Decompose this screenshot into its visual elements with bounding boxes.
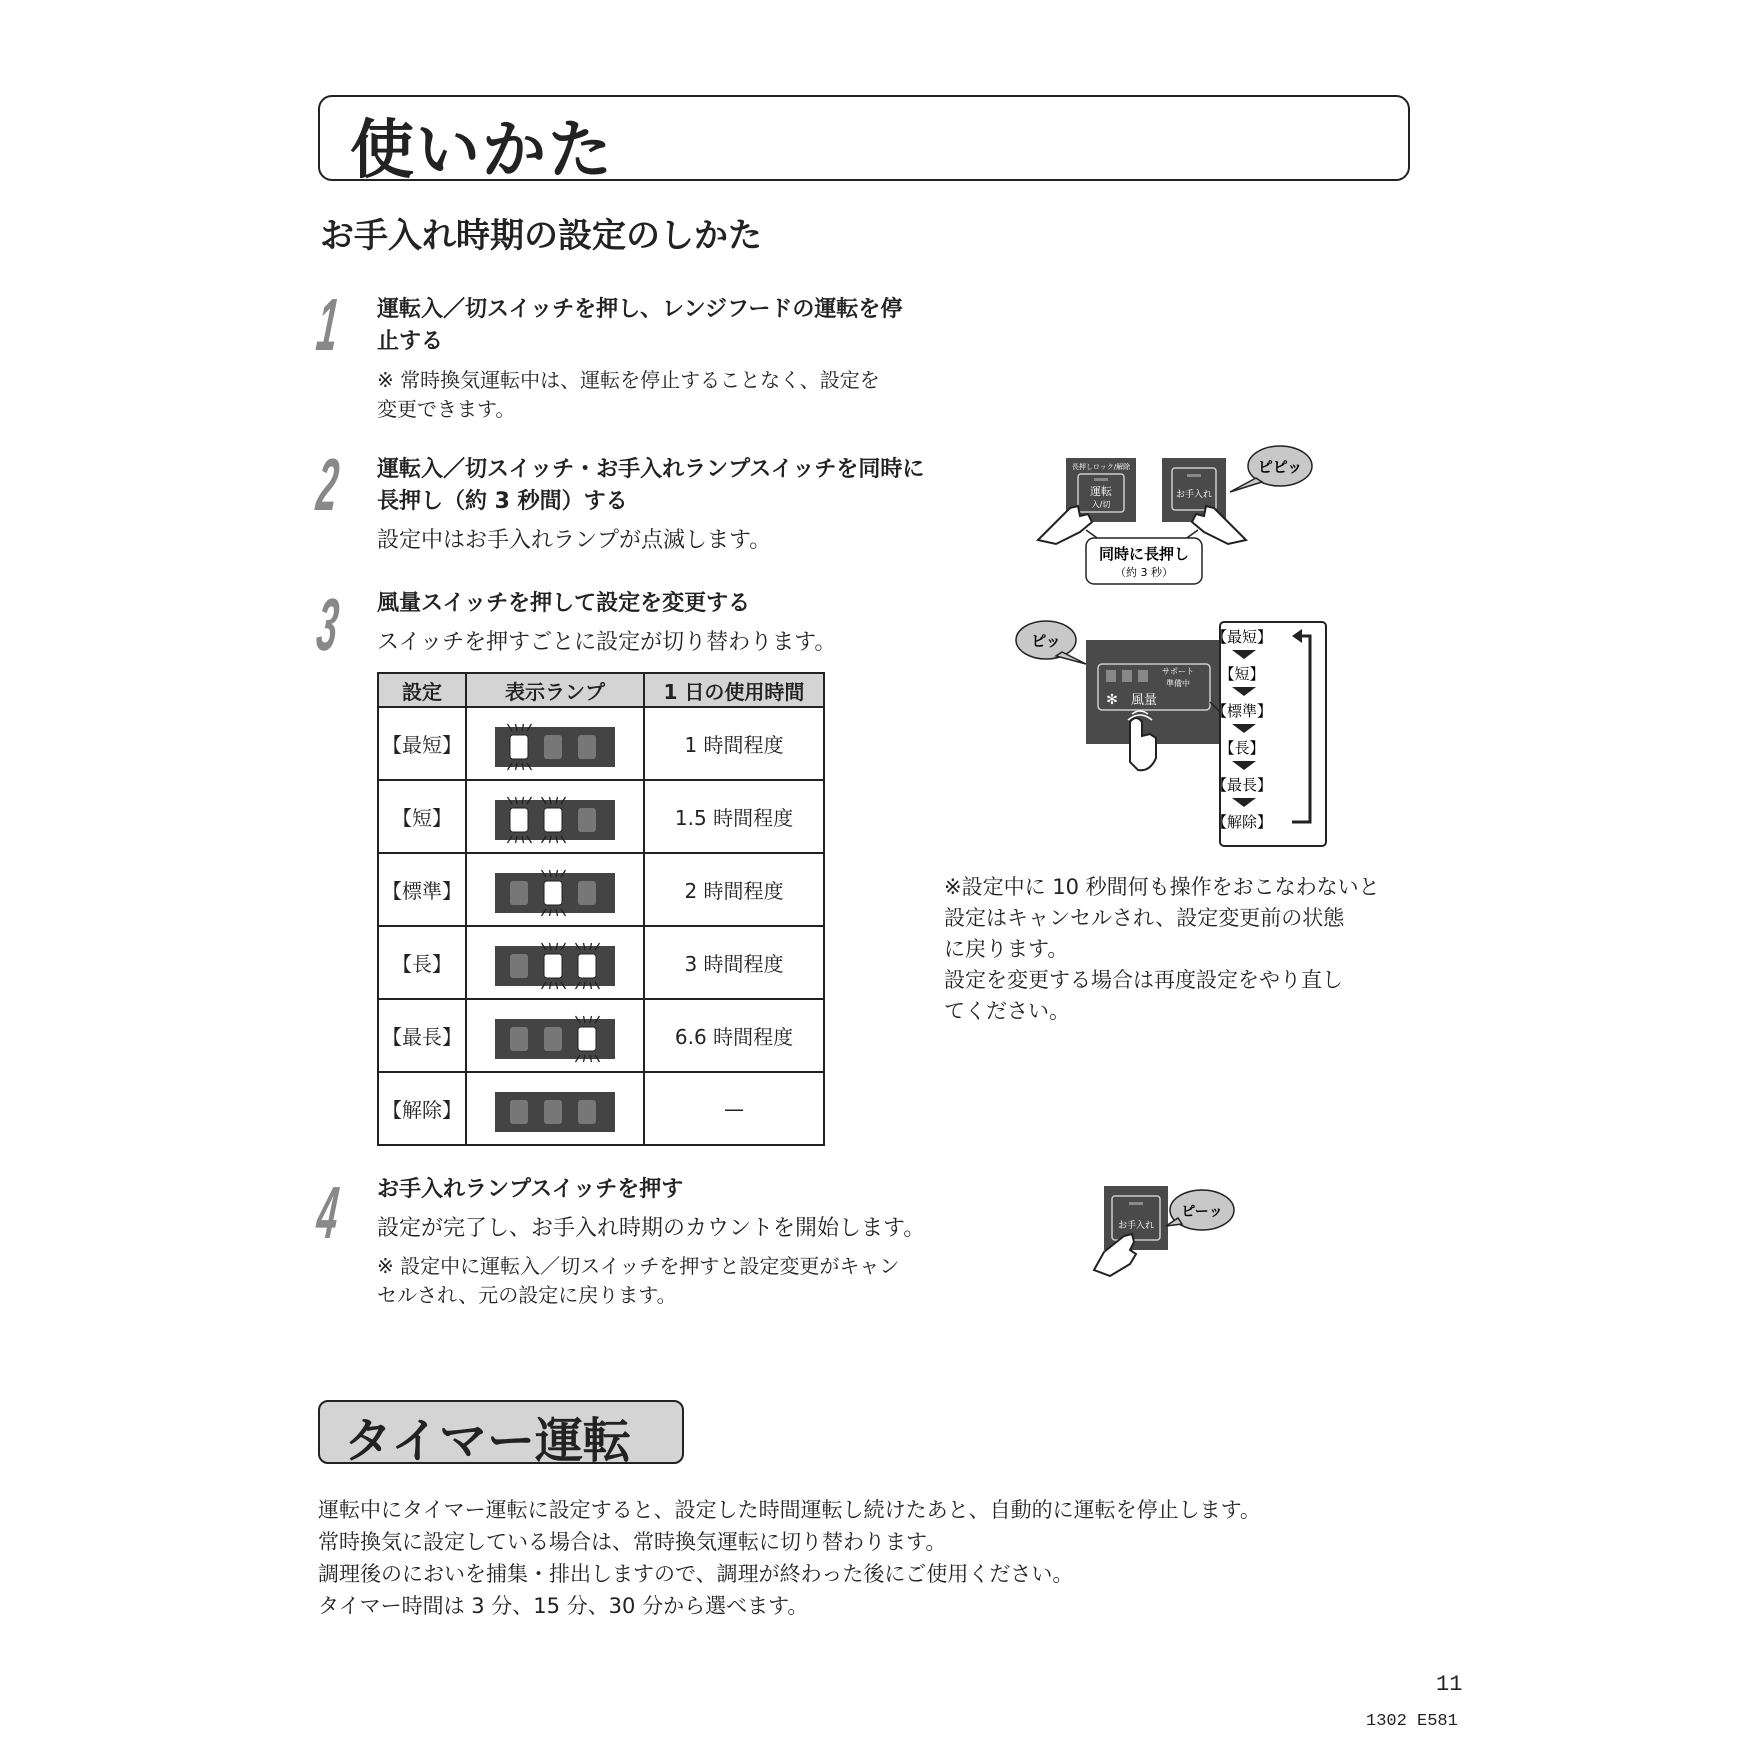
- lamp-off: [510, 954, 528, 978]
- lamp-off: [544, 1100, 562, 1124]
- cycle-item: 【最短】: [1211, 628, 1273, 646]
- page-title-box: [318, 95, 1410, 188]
- lamp-on: [510, 735, 528, 759]
- setting-cell: 【長】: [378, 926, 466, 999]
- step-1-title-line2: 止する: [377, 329, 444, 354]
- step-4-note: [377, 1252, 977, 1310]
- setting-cell: 【標準】: [378, 853, 466, 926]
- lamp-off: [578, 1100, 596, 1124]
- usage-time-cell: 1.5 時間程度: [644, 780, 824, 853]
- table-row: [378, 780, 824, 853]
- side-note-line1: ※設定中に 10 秒間何も操作をおこなわないと: [944, 875, 1380, 899]
- cycle-item: 【最長】: [1211, 776, 1273, 794]
- settings-table: [377, 672, 825, 1146]
- table-header-lamp: 表示ランプ: [466, 673, 644, 707]
- lamp-off: [510, 1027, 528, 1051]
- run-switch-label-line2: 入/切: [1091, 500, 1111, 509]
- lamp-off: [510, 1100, 528, 1124]
- table-header-row: [378, 673, 824, 707]
- step-3-text: スイッチを押すごとに設定が切り替わります。: [377, 630, 837, 655]
- support-label-line1: サポート: [1162, 667, 1194, 676]
- figure-fan-switch: [1010, 612, 1330, 850]
- cycle-item: 【長】: [1219, 739, 1265, 757]
- side-note-line3: に戻ります。: [944, 937, 1069, 961]
- care-switch-lamp-4: [1129, 1202, 1143, 1205]
- timer-title-box: [318, 1400, 684, 1469]
- usage-time-cell: 2 時間程度: [644, 853, 824, 926]
- lamp-on: [544, 808, 562, 832]
- step-2-title: [377, 454, 957, 518]
- timer-line-4: タイマー時間は 3 分、15 分、30 分から選べます。: [318, 1594, 809, 1618]
- fan-lamp-3: [1138, 670, 1148, 682]
- timer-line-3: 調理後のにおいを捕集・排出しますので、調理が終わった後にご使用ください。: [318, 1562, 1074, 1586]
- step-4-text: 設定が完了し、お手入れ時期のカウントを開始します。: [377, 1216, 926, 1241]
- step-number-2: 2: [313, 443, 343, 526]
- step-3-title: 風量スイッチを押して設定を変更する: [377, 591, 751, 616]
- figure-simultaneous-press: [1030, 440, 1350, 590]
- lamp-on: [544, 954, 562, 978]
- lamp-on: [544, 881, 562, 905]
- cycle-item: 【標準】: [1211, 702, 1273, 720]
- side-note-line5: てください。: [944, 999, 1070, 1023]
- setting-cell: 【短】: [378, 780, 466, 853]
- run-switch-lamp: [1094, 478, 1108, 481]
- lamp-off: [578, 881, 596, 905]
- lamp-off: [510, 881, 528, 905]
- setting-cell: 【解除】: [378, 1072, 466, 1145]
- section-heading: お手入れ時期の設定のしかた: [320, 216, 762, 256]
- fan-icon: ✻: [1106, 692, 1118, 708]
- table-row: [378, 707, 824, 780]
- usage-time-cell: 1 時間程度: [644, 707, 824, 780]
- table-row: [378, 999, 824, 1072]
- table-row: [378, 926, 824, 999]
- usage-time-cell: 6.6 時間程度: [644, 999, 824, 1072]
- lamp-display: [495, 715, 615, 773]
- care-switch-label: お手入れ: [1175, 490, 1213, 500]
- table-row: [378, 1072, 824, 1145]
- bubble-pi-text: ピッ: [1031, 632, 1061, 650]
- step-1-title-line1: 運転入／切スイッチを押し、レンジフードの運転を停: [377, 297, 903, 322]
- table-header-setting: 設定: [378, 673, 466, 707]
- page-number: 11: [1436, 1672, 1463, 1697]
- lamp-off: [544, 735, 562, 759]
- lamp-display: [495, 1080, 615, 1138]
- step-number-3: 3: [313, 583, 343, 666]
- step-4-note-line2: セルされ、元の設定に戻ります。: [377, 1283, 677, 1307]
- step-2-title-line2: 長押し（約 3 秒間）する: [377, 489, 628, 514]
- lamp-cell: [466, 1072, 644, 1145]
- step-1-note-line2: 変更できます。: [377, 397, 516, 421]
- lamp-on: [578, 954, 596, 978]
- step-4-title: お手入れランプスイッチを押す: [377, 1177, 684, 1202]
- bubble-pipi-text: ピピッ: [1257, 458, 1303, 476]
- lamp-display: [495, 1007, 615, 1065]
- step-1-note-line1: ※ 常時換気運転中は、運転を停止することなく、設定を: [377, 368, 880, 392]
- lamp-display: [495, 788, 615, 846]
- lamp-on: [510, 808, 528, 832]
- lamp-cell: [466, 853, 644, 926]
- table-row: [378, 853, 824, 926]
- bubble-pipi: [1230, 446, 1312, 492]
- step-number-4: 4: [313, 1171, 343, 1254]
- lamp-off: [578, 735, 596, 759]
- callout-line1: 同時に長押し: [1098, 545, 1190, 563]
- cycle-item: 【短】: [1219, 665, 1265, 683]
- figure-care-switch: [1090, 1180, 1240, 1280]
- fan-lamp-2: [1122, 670, 1132, 682]
- lamp-cell: [466, 780, 644, 853]
- care-switch-label-4: お手入れ: [1117, 1221, 1155, 1231]
- lamp-display: [495, 934, 615, 992]
- fan-label: 風量: [1130, 693, 1158, 708]
- document-code: 1302 E581: [1366, 1712, 1458, 1731]
- side-note-line4: 設定を変更する場合は再度設定をやり直し: [944, 968, 1343, 992]
- page-title: 使いかた: [350, 114, 614, 188]
- timer-line-1: 運転中にタイマー運転に設定すると、設定した時間運転し続けたあと、自動的に運転を停止します。: [318, 1498, 1261, 1522]
- run-switch-label-line1: 運転: [1090, 485, 1112, 498]
- fan-lamp-1: [1106, 670, 1116, 682]
- table-header-time: 1 日の使用時間: [644, 673, 824, 707]
- step-2-text: 設定中はお手入れランプが点滅します。: [377, 528, 772, 553]
- timer-line-2: 常時換気に設定している場合は、常時換気運転に切り替わります。: [318, 1530, 947, 1554]
- step-number-1: 1: [313, 283, 343, 366]
- bubble-pi: [1016, 621, 1086, 664]
- step-2-title-line1: 運転入／切スイッチ・お手入れランプスイッチを同時に: [377, 457, 925, 482]
- callout-line2: （約 3 秒）: [1115, 566, 1173, 579]
- side-note-line2: 設定はキャンセルされ、設定変更前の状態: [944, 906, 1345, 930]
- lamp-cell: [466, 999, 644, 1072]
- lamp-cell: [466, 707, 644, 780]
- lamp-off: [544, 1027, 562, 1051]
- step-1-note: [377, 366, 977, 424]
- step-1-title: [377, 294, 957, 358]
- bubble-pii-text: ピーッ: [1181, 1204, 1223, 1220]
- setting-cell: 【最長】: [378, 999, 466, 1072]
- support-label-line2: 準備中: [1166, 679, 1190, 688]
- timer-title: タイマー運転: [344, 1413, 632, 1469]
- cycle-item: 【解除】: [1211, 813, 1273, 831]
- usage-time-cell: —: [644, 1072, 824, 1145]
- lock-label: 長押しロック/解除: [1071, 463, 1131, 471]
- lamp-on: [578, 1027, 596, 1051]
- side-note: [944, 872, 1408, 1027]
- step-4-note-line1: ※ 設定中に運転入／切スイッチを押すと設定変更がキャン: [377, 1254, 900, 1278]
- lamp-display: [495, 861, 615, 919]
- bubble-pii: [1166, 1190, 1234, 1230]
- lamp-off: [578, 808, 596, 832]
- lamp-cell: [466, 926, 644, 999]
- timer-description: [318, 1494, 1261, 1622]
- care-switch-lamp: [1187, 474, 1201, 477]
- usage-time-cell: 3 時間程度: [644, 926, 824, 999]
- setting-cell: 【最短】: [378, 707, 466, 780]
